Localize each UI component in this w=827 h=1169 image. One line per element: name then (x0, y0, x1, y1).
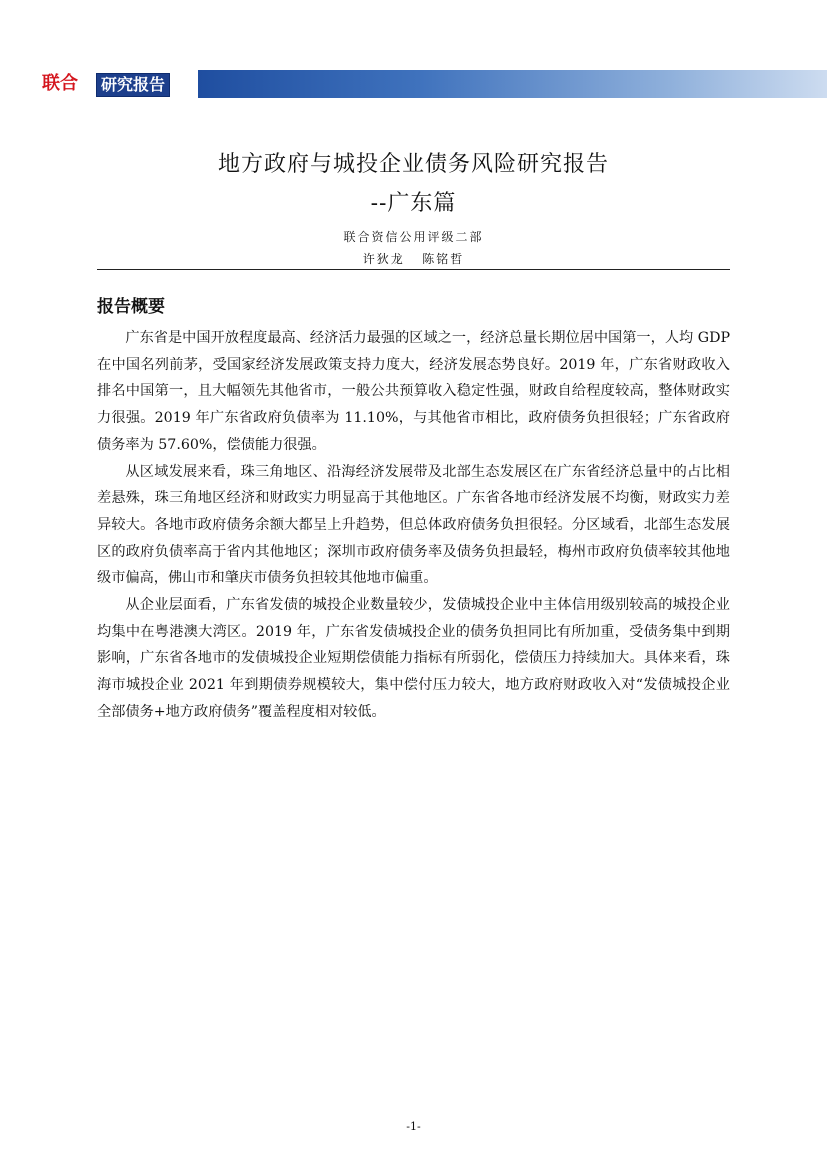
report-title: 地方政府与城投企业债务风险研究报告 (217, 152, 609, 177)
report-subtitle: --广东篇 (370, 191, 457, 216)
title-divider (97, 269, 730, 270)
page-number: -1- (406, 1120, 421, 1133)
summary-paragraph: 从企业层面看，广东省发债的城投企业数量较少，发债城投企业中主体信用级别较高的城投企业均集中在粤港澳大湾区。2019 年，广东省发债城投企业的债务负担同比有所加重，受债务集中到期影响，广东省各地市的发债城投企业短期偿债能力指标有所弱化，偿债压力持续加大。具体来看，珠海市城投企业 2021 年到期债券规模较大，集中偿付压力较大，地方政府财政收入对“发债城投企业全部债务+地方政府债务”覆盖程度相对较低。 (97, 597, 730, 720)
department-label: 联合资信公用评级二部 (343, 230, 484, 244)
summary-paragraph: 广东省是中国开放程度最高、经济活力最强的区域之一，经济总量长期位居中国第一，人均 GDP 在中国名列前茅，受国家经济发展政策支持力度大，经济发展态势良好。2019 年，广东省财政收入排名中国第一，且大幅领先其他省市，一般公共预算收入稳定性强，财政自给程度较高，整体财政实力很强。2019 年广东省政府负债率为 11.10%，与其他省市相比，政府债务负担很轻；广东省政府债务率为 57.60%，偿债能力很强。 (97, 330, 730, 453)
authors-label: 许狄龙 陈铭哲 (362, 252, 465, 266)
header-bar (0, 70, 827, 98)
summary-paragraph: 从区域发展来看，珠三角地区、沿海经济发展带及北部生态发展区在广东省经济总量中的占比相差悬殊，珠三角地区经济和财政实力明显高于其他地区。广东省各地市经济发展不均衡，财政实力差异较大。各地市政府债务余额大都呈上升趋势，但总体政府债务负担很轻。分区域看，北部生态发展区的政府负债率高于省内其他地区；深圳市政府债务率及债务负担最轻，梅州市政府负债率较其他地级市偏高，佛山市和肇庆市债务负担较其他地市偏重。 (97, 463, 730, 587)
header-gradient-band (198, 70, 827, 98)
brand-logo-box: 研究报告 (96, 73, 170, 97)
brand-logo-red: 联合 (42, 73, 78, 94)
section-heading: 报告概要 (97, 297, 165, 317)
summary-body (97, 325, 730, 726)
